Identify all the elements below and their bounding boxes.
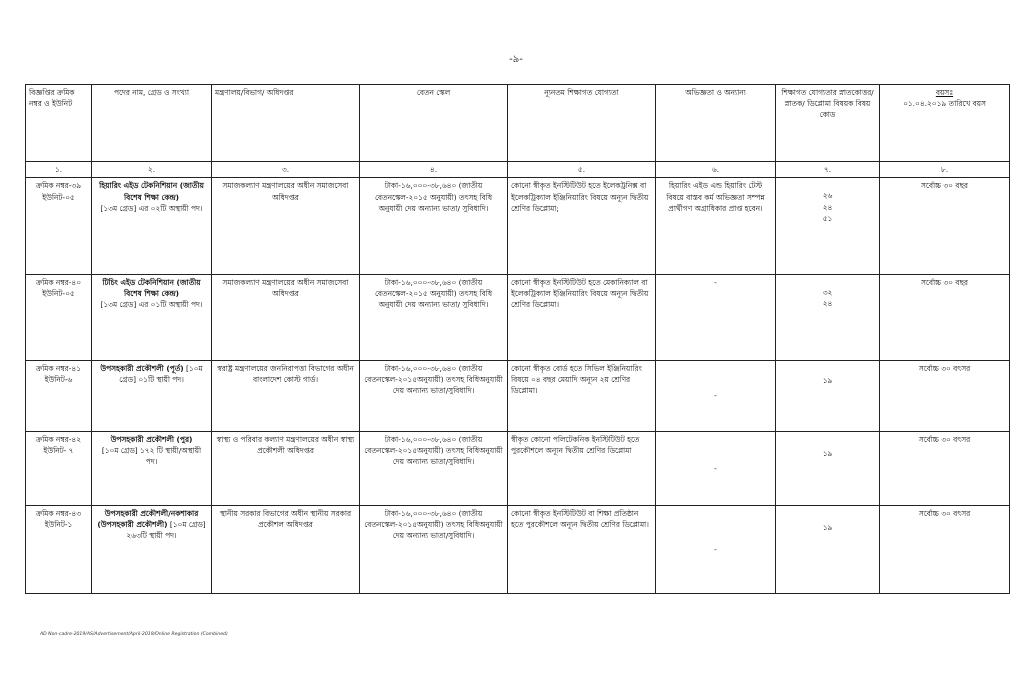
column-number: ৭.: [776, 162, 880, 178]
cell-age: সর্বোচ্চ ৩০ বৎসর: [880, 360, 1010, 432]
table-row: [26, 360, 1010, 432]
cell-post: [92, 360, 212, 432]
cell-subject-code: ১৯: [776, 360, 880, 432]
column-number: ৩.: [212, 162, 360, 178]
cell-serial: ক্রমিক নম্বর-৩৯ ইউনিট-০৫: [26, 178, 92, 274]
cell-ministry: স্থানীয় সরকার বিভাগের অধীন স্থানীয় সরকার প্রকৌশল অধিদপ্তর: [212, 505, 360, 593]
post-grade: [১৩ম গ্রেড] এর ০১টি অস্থায়ী পদ।: [100, 299, 203, 309]
post-title: টিচিং এইড টেকনিশিয়ান (জাতীয় বিশেষ শিক্ষা কেন্দ্র): [102, 277, 201, 298]
column-number-row: [26, 162, 1010, 178]
cell-age: সর্বোচ্চ ৩০ বৎসর: [880, 432, 1010, 506]
cell-age: সর্বোচ্চ ৩০ বছর: [880, 178, 1010, 274]
header-subject-code: শিক্ষাগত যোগ্যতার স্নাতকোত্তর/ স্নাতক/ ডিপ্লোমা বিষয়ক বিষয় কোড: [776, 85, 880, 162]
cell-subject-code: ১৯: [776, 432, 880, 506]
header-pay-scale: বেতন স্কেল: [360, 85, 508, 162]
post-grade: [১৩ম গ্রেড] এর ০২টি অস্থায়ী পদ।: [100, 203, 203, 213]
cell-subject-code: ১৯: [776, 505, 880, 593]
cell-ministry: সমাজকল্যাণ মন্ত্রণালয়ের অধীন সমাজসেবা অধিদপ্তর: [212, 274, 360, 360]
cell-experience: -: [656, 360, 776, 432]
table-row: [26, 274, 1010, 360]
header-experience: অভিজ্ঞতা ও অন্যান্য: [656, 85, 776, 162]
post-title: উপসহকারী প্রকৌশলী/নকশাকার (উপসহকারী প্রকৌশলী): [97, 508, 199, 530]
cell-pay-scale: টাকা-১৬,০০০-৩৮,৬৪০ (জাতীয় বেতনস্কেল-২০১৫অনুযায়ী) তৎসহ বিধিঅনুযায়ী দেয় অন্যান্য ভাতা/সুবিধাদি।: [360, 505, 508, 593]
cell-qualification: কোনো স্বীকৃত ইনস্টিটিউট হতে মেকানিক্যাল বা ইলেকট্রিক্যাল ইঞ্জিনিয়ারিং বিষয়ে অন্যূন দ্বিতীয় শ্রেণির ডিপ্লোমা।: [508, 274, 656, 360]
header-serial: বিজ্ঞপ্তির ক্রমিক নম্বর ও ইউনিট: [26, 85, 92, 162]
column-number: ৫.: [508, 162, 656, 178]
post-grade: [১০ম গ্রেড] ২৬৩টি স্থায়ী পদ।: [126, 520, 206, 541]
table-row: [26, 178, 1010, 274]
cell-serial: ক্রমিক নম্বর-৪০ ইউনিট-০৫: [26, 274, 92, 360]
column-number: ১.: [26, 162, 92, 178]
column-number: ২.: [92, 162, 212, 178]
cell-post: [92, 178, 212, 274]
column-number: ৬.: [656, 162, 776, 178]
cell-experience: হিয়ারিং এইড এন্ড হিয়ারিং টেস্ট বিষয়ে বাস্তব কর্ম অভিজ্ঞতা সম্পন্ন প্রার্থীগণ অগ্রাধিকার প্রাপ্ত হবেন।: [656, 178, 776, 274]
table-header-row: [26, 85, 1010, 162]
cell-qualification: কোনো স্বীকৃত বোর্ড হতে সিভিল ইঞ্জিনিয়ারিং বিষয়ে ০৪ বছর মেয়াদি অন্যূন ২য় শ্রেণির ডিপ্লোমা।: [508, 360, 656, 432]
cell-subject-code: ২৬ ২৪ ৫১: [776, 178, 880, 274]
column-number: ৪.: [360, 162, 508, 178]
cell-pay-scale: টাকা-১৬,০০০-৩৮,৬৪০ (জাতীয় বেতনস্কেল-২০১৫অনুযায়ী) তৎসহ বিধিঅনুযায়ী দেয় অন্যান্য ভাতা/সুবিধাদি।: [360, 360, 508, 432]
cell-pay-scale: টাকা-১৬,০০০-৩৮,৬৪০ (জাতীয় বেতনস্কেল-২০১৫অনুযায়ী) তৎসহ বিধিঅনুযায়ী দেয় অন্যান্য ভাতা/সুবিধাদি।: [360, 432, 508, 506]
cell-ministry: স্বাস্থ্য ও পরিবার কল্যাণ মন্ত্রণালয়ের অধীন স্বাস্থ্য প্রকৌশলী অধিদপ্তর: [212, 432, 360, 506]
post-grade: [১০ম গ্রেড] ০১টি স্থায়ী পদ।: [119, 363, 203, 384]
cell-age: সর্বোচ্চ ৩০ বৎসর: [880, 505, 1010, 593]
cell-ministry: সমাজকল্যাণ মন্ত্রণালয়ের অধীন সমাজসেবা অধিদপ্তর: [212, 178, 360, 274]
cell-ministry: স্বরাষ্ট্র মন্ত্রণালয়ের জননিরাপত্তা বিভাগের অধীন বাংলাদেশ কোস্ট গার্ড।: [212, 360, 360, 432]
cell-post: [92, 505, 212, 593]
header-age-title: বয়সঃ: [935, 88, 954, 97]
cell-experience: -: [656, 505, 776, 593]
header-ministry: মন্ত্রণালয়/বিভাগ/ অধিদপ্তর: [212, 85, 360, 162]
cell-qualification: স্বীকৃত কোনো পলিটেকনিক ইনস্টিটিউট হতে পুরকৌশলে অন্যূন দ্বিতীয় শ্রেণির ডিপ্লোমা: [508, 432, 656, 506]
recruitment-table: [25, 84, 1010, 594]
header-age: [880, 85, 1010, 162]
cell-serial: ক্রমিক নম্বর-৪২ ইউনিট- ৭: [26, 432, 92, 506]
header-age-sub: ০১.০৪.২০১৯ তারিখে বয়স: [903, 99, 986, 109]
header-qualification: ন্যূনতম শিক্ষাগত যোগ্যতা: [508, 85, 656, 162]
cell-serial: ক্রমিক নম্বর-৪৩ ইউনিট-১: [26, 505, 92, 593]
cell-qualification: কোনো স্বীকৃত ইনস্টিটিউট হতে ইলেকট্রনিক্স বা ইলেকট্রিক্যাল ইঞ্জিনিয়ারিং বিষয়ে অন্যূন দ্বিতীয় শ্রেণির ডিপ্লোমা;: [508, 178, 656, 274]
page-number: -৯-: [509, 54, 523, 65]
table-row: [26, 432, 1010, 506]
header-post: পদের নাম, গ্রেড ও সংখ্যা: [92, 85, 212, 162]
post-grade: [১০ম গ্রেড] ১৭২ টি স্থায়ী/অস্থায়ী পদ।: [101, 446, 202, 467]
post-title: উপসহকারী প্রকৌশলী (পূর্ত): [100, 363, 184, 373]
footer-file-path: AD Non-cadre-2019/AS/Advertisement/April-2019/Online Registration (Combined): [40, 632, 228, 637]
cell-qualification: কোনো স্বীকৃত ইনস্টিটিউট বা শিক্ষা প্রতিষ্ঠান হতে পুরকৌশলে অন্যূন দ্বিতীয় শ্রেণির ডিপ্লোমা।: [508, 505, 656, 593]
post-title: উপসহকারী প্রকৌশলী (পুর): [110, 435, 193, 445]
cell-subject-code: ৩২ ২৪: [776, 274, 880, 360]
cell-post: [92, 432, 212, 506]
cell-experience: -: [656, 274, 776, 360]
table-row: [26, 505, 1010, 593]
cell-age: সর্বোচ্চ ৩০ বছর: [880, 274, 1010, 360]
post-title: হিয়ারিং এইড টেকনিশিয়ান (জাতীয় বিশেষ শিক্ষা কেন্দ্র): [99, 181, 204, 202]
cell-pay-scale: টাকা-১৬,০০০-৩৮,৬৪০ (জাতীয় বেতনস্কেল-২০১৫ অনুযায়ী) তৎসহ বিধি অনুযায়ী দেয় অন্যান্য ভাতা/ সুবিধাদি।: [360, 274, 508, 360]
column-number: ৮.: [880, 162, 1010, 178]
cell-serial: ক্রমিক নম্বর-৪১ ইউনিট-৬: [26, 360, 92, 432]
cell-post: [92, 274, 212, 360]
cell-experience: -: [656, 432, 776, 506]
cell-pay-scale: টাকা-১৬,০০০-৩৮,৬৪০ (জাতীয় বেতনস্কেল-২০১৫ অনুযায়ী) তৎসহ বিধি অনুযায়ী দেয় অন্যান্য ভাতা/ সুবিধাদি।: [360, 178, 508, 274]
